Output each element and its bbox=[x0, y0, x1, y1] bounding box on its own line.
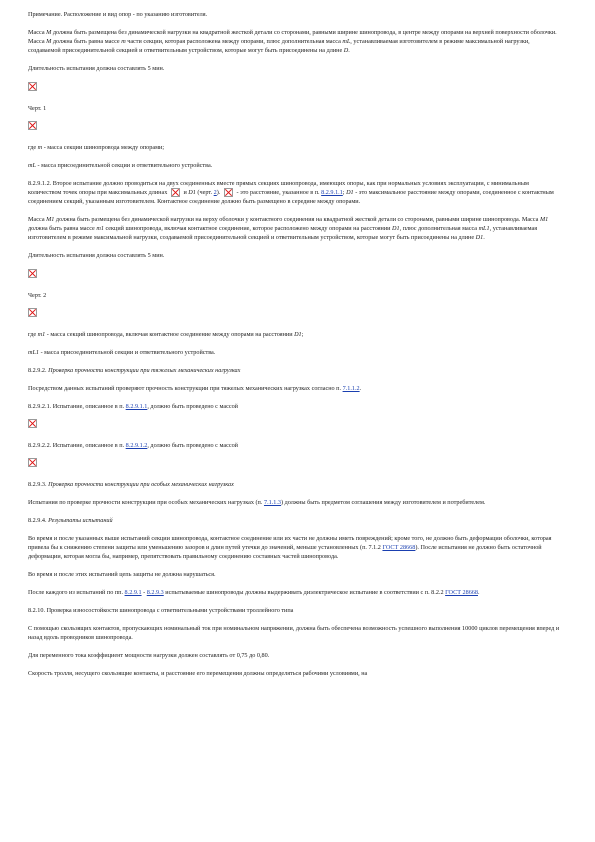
clause-link[interactable]: 8.2.9.3 bbox=[146, 589, 164, 597]
trolley-speed-paragraph: Скорость тролля, несущего скользящие контакты, и расстояние его перемещения должны определяться рабочими условиями, на bbox=[28, 670, 368, 678]
var: М1 bbox=[46, 216, 55, 224]
text: - масса секции шинопровода между опорами; bbox=[42, 144, 165, 151]
text: , должно быть проведено с массой bbox=[147, 403, 238, 411]
text: , устанавливаемая изготовителем в режиме максимальной нагрузки, создаваемой присоединительной секцией и ответвительным устройством, которые могут быть присоединены на длине bbox=[28, 38, 530, 54]
section-heading: 8.2.10. Проверка износостойкости шинопровода с ответвительными устройствами троллейного типа bbox=[28, 607, 294, 615]
text: - масса присоединительной секции и ответвительного устройства. bbox=[39, 349, 216, 357]
var: D bbox=[343, 47, 349, 54]
text: должна быть размещена без динамической нагрузки на квадратной жесткой детали со сторонами, равными ширине шинопровода, в центре между опорами на верхней поверхности оболочки. Масса bbox=[28, 29, 557, 45]
formula-image bbox=[28, 121, 560, 131]
text: испытываемые шинопроводы должны выдерживать диэлектрическое испытание в соответствии с п. 8.2.2 bbox=[163, 589, 446, 597]
text: - это максимальное расстояние между опорами, соединенное с контактным соединением секций, указанным изготовителем. Контактное соединение должно быть размещено в середине между опорами. bbox=[28, 189, 554, 206]
text: части секции, которая расположена между опорами, плюс дополнительная масса bbox=[125, 38, 343, 45]
text: секций шинопровода, включая контактное соединение, которое расположено между опорами на расстоянии bbox=[103, 225, 393, 233]
clause-link[interactable]: 8.2.9.1 bbox=[124, 589, 142, 597]
text: ; bbox=[301, 331, 304, 339]
wear-test-paragraph: С помощью скользящих контактов, пропускающих номинальный ток при номинальном напряжении, должна быть обеспечена возможность успешного выполнения 10000 циклов перемещения вперед и назад вдоль проводников шинопровода. bbox=[28, 625, 560, 642]
text: - bbox=[141, 589, 147, 597]
var: D1 bbox=[294, 331, 302, 339]
dielectric-paragraph bbox=[28, 588, 560, 597]
text: - масса присоединительной секции и ответвительного устройства. bbox=[35, 162, 213, 169]
second-test-paragraph bbox=[28, 179, 560, 206]
section-title: Проверка прочности конструкции при особых механических нагрузках bbox=[48, 481, 234, 489]
broken-image-icon bbox=[28, 121, 37, 130]
text: . bbox=[348, 47, 350, 54]
section-heading bbox=[28, 516, 560, 525]
section-number: 8.2.9.4. bbox=[28, 517, 49, 525]
section-number: 8.2.9.3. bbox=[28, 481, 49, 489]
section-heading bbox=[28, 480, 560, 489]
text: Масса bbox=[28, 29, 47, 36]
document-page bbox=[28, 10, 560, 687]
text: и bbox=[181, 189, 189, 196]
var: mL bbox=[342, 38, 351, 45]
text: (черт. bbox=[195, 189, 214, 196]
broken-image-icon bbox=[171, 188, 180, 197]
broken-image-icon bbox=[28, 82, 37, 91]
standard-link[interactable]: ГОСТ 28668 bbox=[445, 589, 478, 597]
special-load-paragraph bbox=[28, 498, 560, 507]
protection-paragraph: Во время и после этих испытаний цепь защиты не должна нарушаться. bbox=[28, 571, 216, 579]
heavy-load-paragraph bbox=[28, 384, 560, 393]
figure-image bbox=[28, 269, 560, 279]
power-factor-paragraph: Для переменного тока коэффициент мощности нагрузки должен составлять от 0,75 до 0,80. bbox=[28, 652, 270, 660]
var: D1 bbox=[475, 234, 484, 242]
var: mL1 bbox=[28, 349, 40, 357]
mass-m-paragraph bbox=[28, 28, 560, 55]
var: D1 bbox=[392, 225, 400, 233]
standard-link[interactable]: ГОСТ 28668 bbox=[382, 544, 416, 552]
text: где bbox=[28, 331, 38, 339]
broken-image-icon bbox=[28, 308, 37, 317]
text: Посредством данных испытаний проверяют прочность конструкции при тяжелых механических нагрузках согласно п. bbox=[28, 385, 343, 393]
chart-link[interactable]: 2 bbox=[213, 189, 217, 196]
text: . bbox=[483, 234, 485, 242]
duration-paragraph: Длительность испытания должна составлять 5 мин. bbox=[28, 252, 165, 260]
text: ) должны быть предметом соглашения между изготовителем и потребителем. bbox=[280, 499, 486, 507]
var: mL1 bbox=[478, 225, 490, 233]
text: 8.2.9.2.1. Испытание, описанное в п. bbox=[28, 403, 126, 411]
section-title: Результаты испытаний bbox=[48, 517, 113, 525]
clause-link[interactable]: 8.2.9.1.2 bbox=[125, 442, 148, 450]
var: mL bbox=[28, 162, 36, 169]
broken-image-icon bbox=[28, 419, 37, 428]
note-paragraph: Примечание. Расположение и вид опор - по указанию изготовителя. bbox=[28, 11, 208, 18]
text: где bbox=[28, 144, 38, 151]
duration-paragraph: Длительность испытания должна составлять 5 мин. bbox=[28, 65, 165, 72]
text: должна быть размещена без динамической нагрузки на верху оболочки у контактного соединения на квадратной жесткой детали со сторонами, равными ширине шинопровода. Масса bbox=[54, 216, 540, 224]
clause-link[interactable]: 7.1.1.3 bbox=[263, 499, 281, 507]
text: ). bbox=[216, 189, 222, 196]
text: ; bbox=[342, 189, 347, 196]
clause-link[interactable]: 8.2.9.1.1 bbox=[321, 189, 343, 196]
text: 8.2.9.2.2. Испытание, описанное в п. bbox=[28, 442, 126, 450]
section-number: 8.2.9.2. bbox=[28, 367, 49, 375]
text: После каждого из испытаний по пп. bbox=[28, 589, 125, 597]
formula-image bbox=[28, 308, 560, 318]
var: D1 bbox=[188, 189, 196, 196]
text: - масса секций шинопровода, включая контактное соединение между опорами на расстоянии bbox=[45, 331, 295, 339]
broken-image-icon bbox=[28, 458, 37, 467]
results-paragraph bbox=[28, 534, 560, 561]
text: , должно быть проведено с массой bbox=[147, 442, 238, 450]
where-line bbox=[28, 330, 560, 339]
text: Во время и после указанных выше испытаний секции шинопровода, контактное соединение или их части не должны иметь повреждений; кроме того, не должно быть деформации оболочки, которая привела бы к снижению степени защиты или уменьшению зазоров и длин путей утечки до значений, меньше установленных (п. 7.1.2 bbox=[28, 535, 552, 552]
var: D1 bbox=[346, 189, 354, 196]
text: 8.2.9.1.2. Второе испытание должно проводиться на двух соединенных вместе прямых секциях шинопровода, имеющих опоры, как при нормальных условиях эксплуатации, с минимальным количеством точек опоры при максимальных длинах bbox=[28, 180, 529, 196]
text: Масса bbox=[28, 216, 47, 224]
var: m1 bbox=[37, 331, 46, 339]
where-line bbox=[28, 161, 560, 170]
text: . bbox=[478, 589, 480, 597]
broken-image-icon bbox=[224, 188, 233, 197]
formula-image bbox=[28, 419, 560, 429]
section-title: Проверка прочности конструкции при тяжелых механических нагрузках bbox=[48, 367, 241, 375]
text: , плюс дополнительная масса bbox=[399, 225, 479, 233]
where-line bbox=[28, 348, 560, 357]
text: Испытания по проверке прочности конструкции при особых механических нагрузках (п. bbox=[28, 499, 264, 507]
text: . bbox=[359, 385, 362, 393]
var: М bbox=[46, 29, 52, 36]
formula-image bbox=[28, 458, 560, 468]
text: должна быть равна массе bbox=[28, 225, 97, 233]
mass-m1-paragraph bbox=[28, 215, 560, 242]
var: m1 bbox=[96, 225, 104, 233]
test-paragraph bbox=[28, 402, 560, 411]
section-heading bbox=[28, 366, 560, 375]
var: m bbox=[121, 38, 126, 45]
clause-link[interactable]: 8.2.9.1.1 bbox=[125, 403, 148, 411]
var: m bbox=[37, 144, 43, 151]
broken-image-icon bbox=[28, 269, 37, 278]
chart-caption: Черт. 2 bbox=[28, 292, 47, 300]
figure-image bbox=[28, 82, 560, 92]
text: , устанавливаемая изготовителем в режиме максимальной нагрузки, создаваемой присоединительной секцией и ответвительным устройством, которые могут быть присоединены на длине bbox=[28, 225, 538, 242]
test-paragraph bbox=[28, 441, 560, 450]
var: М1 bbox=[539, 216, 549, 224]
clause-link[interactable]: 7.1.1.2 bbox=[342, 385, 360, 393]
text: ). После испытания не должно быть остаточной деформации, которая могла бы, например, препятствовать правильному соединению составных частей шинопровода. bbox=[28, 544, 542, 561]
text: должна быть равна массе bbox=[51, 38, 122, 45]
text: - это расстояние, указанное в п. bbox=[234, 189, 322, 196]
where-line bbox=[28, 143, 560, 152]
var: М bbox=[46, 38, 52, 45]
chart-caption: Черт. 1 bbox=[28, 105, 47, 112]
